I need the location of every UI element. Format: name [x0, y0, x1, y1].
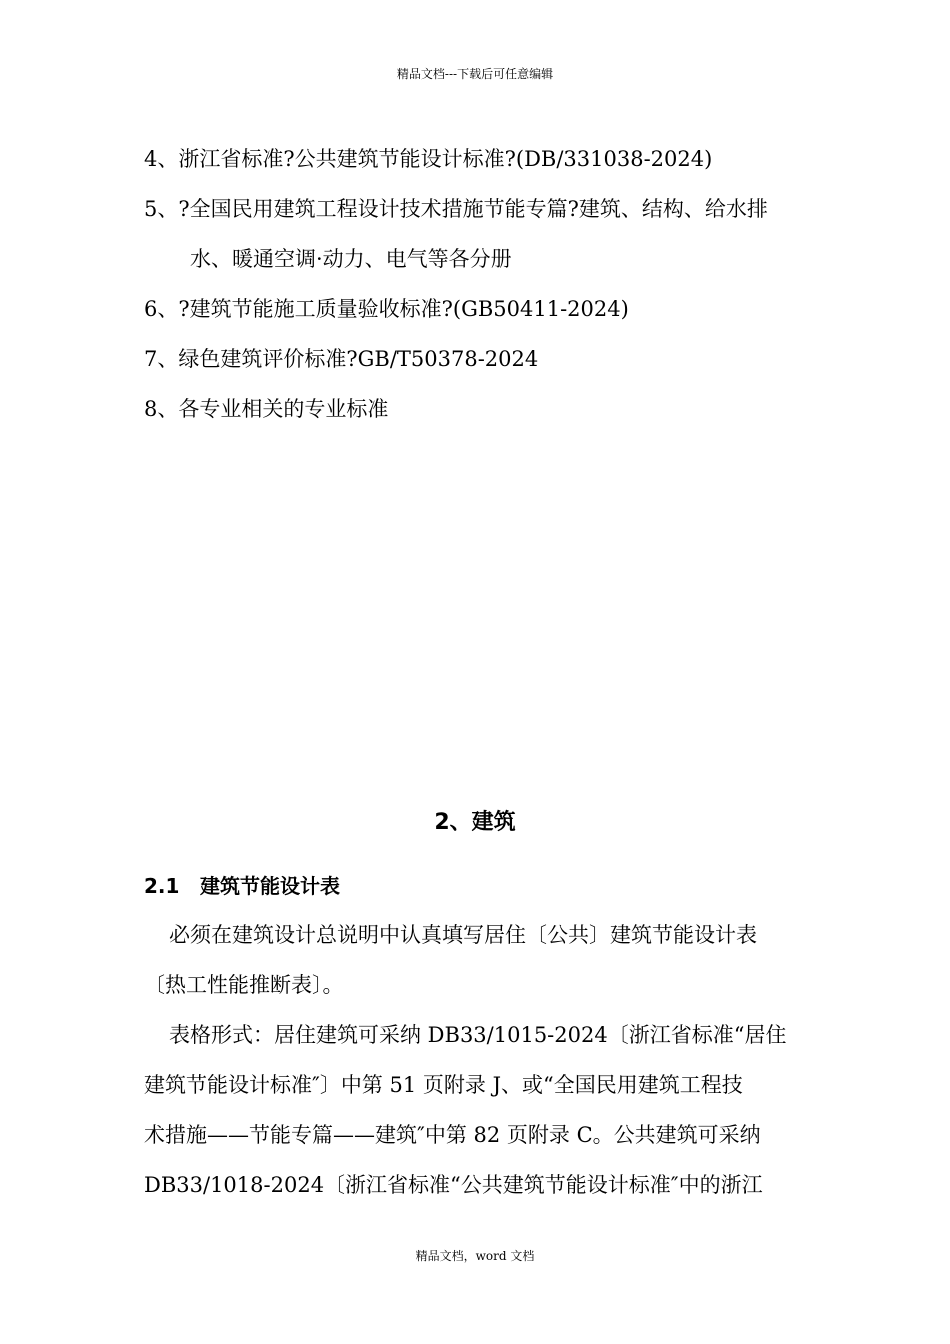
paragraph-line: 术措施——节能专篇——建筑″中第 82 页附录 C。公共建筑可采纳 — [144, 1123, 761, 1147]
body-paragraphs — [144, 910, 808, 1210]
paragraph-line: 〔热工性能推断表〕。 — [144, 973, 344, 997]
page-footer: 精品文档，word 文档 — [415, 1249, 535, 1263]
list-item: 6、?建筑节能施工质量验收标准?(GB50411-2024) — [144, 297, 629, 321]
subsection-heading — [144, 866, 340, 906]
paragraph-line: 表格形式：居住建筑可采纳 DB33/1015-2024〔浙江省标准“居住 — [169, 1023, 787, 1047]
list-item-continuation: 水、暖通空调·动力、电气等各分册 — [190, 247, 512, 271]
list-item: 7、绿色建筑评价标准?GB/T50378-2024 — [144, 347, 539, 371]
section-heading: 2、建筑 — [434, 810, 516, 835]
list-item: 5、?全国民用建筑工程设计技术措施节能专篇?建筑、结构、给水排 — [144, 197, 768, 221]
paragraph-line: 必须在建筑设计总说明中认真填写居住〔公共〕建筑节能设计表 — [169, 923, 757, 947]
list-item: 4、浙江省标准?公共建筑节能设计标准?(DB/331038-2024) — [144, 147, 713, 171]
subsection-number: 2.1 — [144, 874, 180, 898]
reference-standards-list — [144, 134, 808, 434]
paragraph-line: DB33/1018-2024〔浙江省标准“公共建筑节能设计标准″中的浙江 — [144, 1173, 763, 1197]
subsection-title: 建筑节能设计表 — [200, 874, 340, 898]
list-item: 8、各专业相关的专业标准 — [144, 397, 389, 421]
paragraph-line: 建筑节能设计标准″〕中第 51 页附录 J、或“全国民用建筑工程技 — [144, 1073, 743, 1097]
page-header: 精品文档---下载后可任意编辑 — [396, 67, 554, 81]
